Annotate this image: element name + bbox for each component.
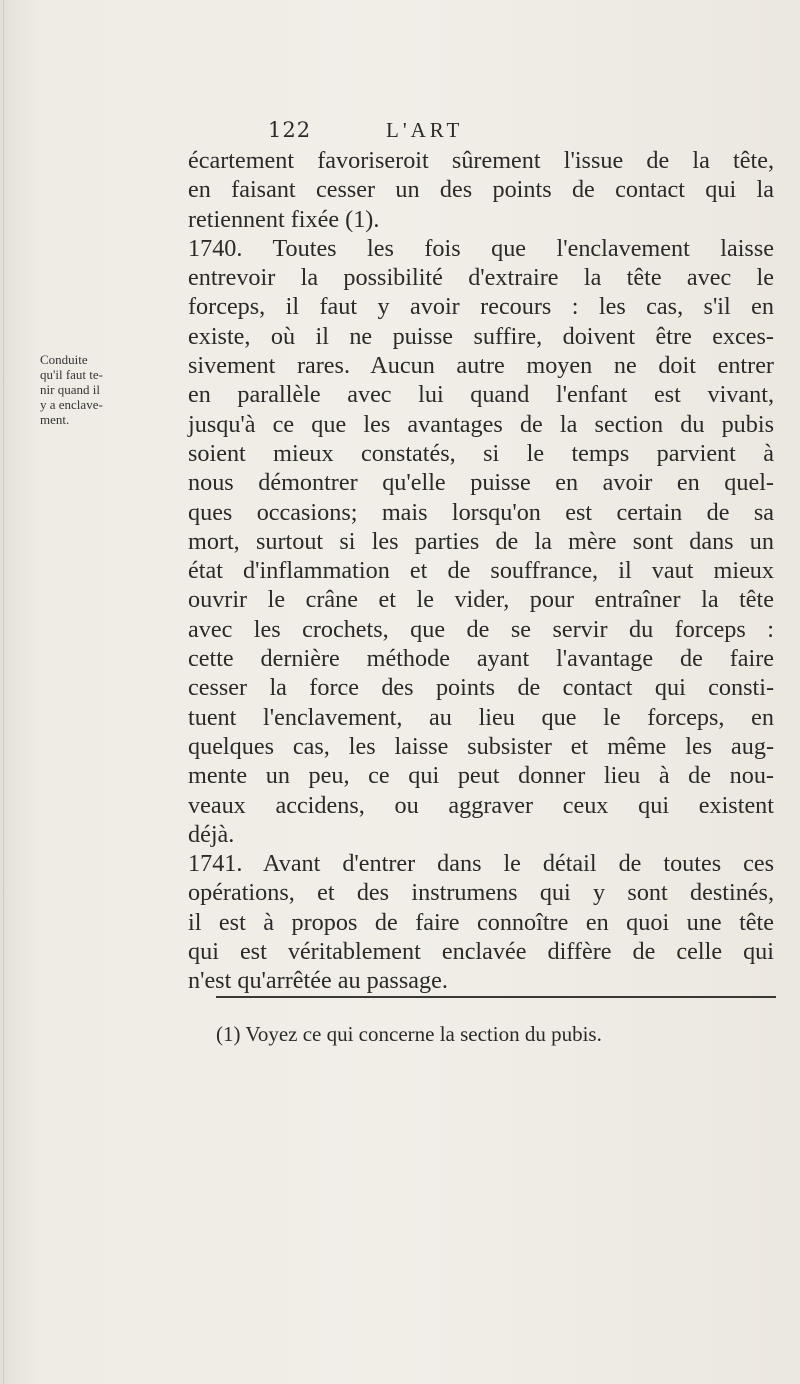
page-edge xyxy=(3,0,4,1384)
page-number: 122 xyxy=(268,118,312,142)
text-line: cesser la force des points de contact qui consti- xyxy=(188,674,774,702)
text-line: 1740. Toutes les fois que l'enclavement laisse xyxy=(188,234,774,262)
margin-note-line: ment. xyxy=(40,412,70,427)
body-text xyxy=(188,146,774,996)
footnote: (1) Voyez ce qui concerne la section du pubis. xyxy=(216,1022,602,1046)
text-line: déjà. xyxy=(188,820,235,848)
text-line: entrevoir la possibilité d'extraire la tête avec le xyxy=(188,264,774,292)
text-line: jusqu'à ce que les avantages de la section du pubis xyxy=(188,410,774,438)
margin-note xyxy=(40,352,135,427)
text-line: existe, où il ne puisse suffire, doivent être exces- xyxy=(188,322,774,350)
margin-note-line: Conduite xyxy=(40,352,88,367)
paragraph-1741 xyxy=(188,849,774,995)
margin-note-line: y a enclave- xyxy=(40,397,103,412)
text-line: opérations, et des instrumens qui y sont destinés, xyxy=(188,879,774,907)
text-line: mente un peu, ce qui peut donner lieu à de nou- xyxy=(188,762,774,790)
text-line: soient mieux constatés, si le temps parvient à xyxy=(188,439,774,467)
text-line: cette dernière méthode ayant l'avantage de faire xyxy=(188,645,774,673)
text-line: il est à propos de faire connoître en quoi une tête xyxy=(188,908,774,936)
text-line: qui est véritablement enclavée diffère de celle qui xyxy=(188,938,774,966)
footnote-rule xyxy=(216,996,776,998)
text-line: tuent l'enclavement, au lieu que le forceps, en xyxy=(188,703,774,731)
margin-note-line: nir quand il xyxy=(40,382,100,397)
margin-note-line: qu'il faut te- xyxy=(40,367,103,382)
text-line: en faisant cesser un des points de contact qui la xyxy=(188,176,774,204)
text-line: retiennent fixée (1). xyxy=(188,205,380,233)
text-line: n'est qu'arrêtée au passage. xyxy=(188,967,448,995)
text-line: ques occasions; mais lorsqu'on est certain de sa xyxy=(188,498,774,526)
text-line: ouvrir le crâne et le vider, pour entraîner la tête xyxy=(188,586,774,614)
text-line: écartement favoriseroit sûrement l'issue de la tête, xyxy=(188,147,774,174)
text-line: 1741. Avant d'entrer dans le détail de toutes ces xyxy=(188,850,774,878)
text-line: mort, surtout si les parties de la mère sont dans un xyxy=(188,527,774,555)
text-line: veaux accidens, ou aggraver ceux qui existent xyxy=(188,791,774,819)
text-line: sivement rares. Aucun autre moyen ne doit entrer xyxy=(188,352,774,380)
running-title: L'ART xyxy=(386,118,464,142)
text-line: état d'inflammation et de souffrance, il vaut mieux xyxy=(188,557,774,585)
paragraph-continuation xyxy=(188,146,774,234)
paragraph-1740 xyxy=(188,234,774,849)
text-line: nous démontrer qu'elle puisse en avoir en quel- xyxy=(188,469,774,497)
text-line: en parallèle avec lui quand l'enfant est vivant, xyxy=(188,381,774,409)
page-header xyxy=(268,118,768,144)
text-line: quelques cas, les laisse subsister et même les aug- xyxy=(188,732,774,760)
text-line: avec les crochets, que de se servir du forceps : xyxy=(188,615,774,643)
text-line: forceps, il faut y avoir recours : les cas, s'il en xyxy=(188,293,774,321)
